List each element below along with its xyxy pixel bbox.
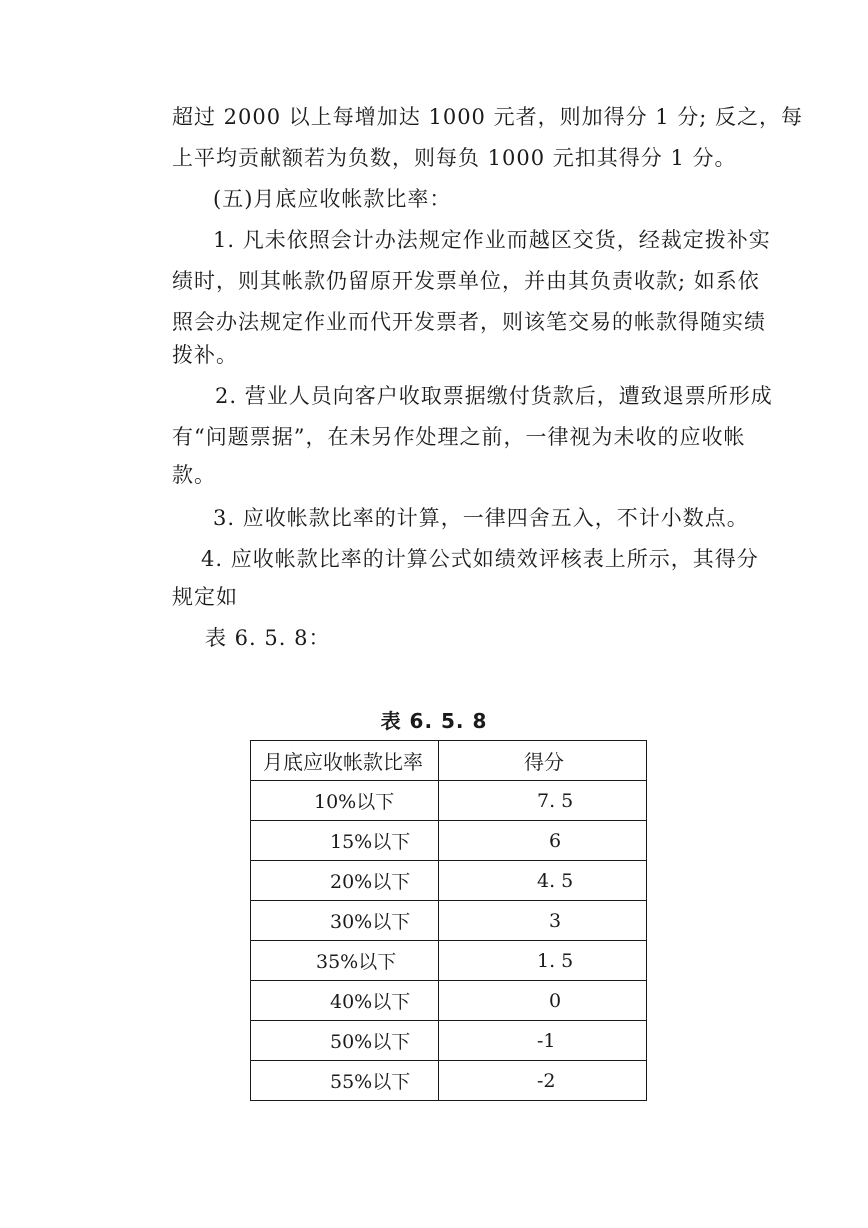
score-value: -2 [537,1069,556,1092]
table-row [251,821,647,861]
paragraph-line: 有“问题票据”，在未另作处理之前，一律视为未收的应收帐 [172,425,746,449]
header-ratio: 月底应收帐款比率 [263,750,423,774]
ratio-cell [251,981,439,1021]
ratio-value: 50%以下 [330,1031,411,1053]
table-header-row [251,741,647,781]
ratio-value: 35%以下 [316,951,397,973]
paragraph-line: 照会办法规定作业而代开发票者，则该笔交易的帐款得随实绩 [172,310,766,334]
score-value: 0 [549,989,562,1012]
ratio-cell [251,861,439,901]
paragraph-line: 绩时，则其帐款仍留原开发票单位，并由其负责收款; 如系依 [172,269,760,293]
score-value: 1. 5 [537,949,574,972]
table-row [251,861,647,901]
score-value: 3 [549,909,562,932]
table-row [251,981,647,1021]
paragraph-line: 4. 应收帐款比率的计算公式如绩效评核表上所示，其得分 [201,547,759,571]
paragraph-line: 1. 凡未依照会计办法规定作业而越区交货，经裁定拨补实 [213,228,771,252]
table-caption: 表 6. 5. 8 [380,709,488,733]
paragraph-line: 拨补。 [172,343,238,367]
paragraph-line: 款。 [172,463,216,487]
ratio-value: 10%以下 [314,791,395,813]
table-row [251,941,647,981]
table-row [251,781,647,821]
table-row [251,1061,647,1101]
score-value: -1 [537,1029,556,1052]
ratio-cell [251,821,439,861]
ratio-value: 30%以下 [330,911,411,933]
ratio-value: 15%以下 [330,831,411,853]
ratio-value: 20%以下 [330,871,411,893]
table-row [251,1021,647,1061]
header-score: 得分 [524,750,564,774]
ratio-value: 55%以下 [330,1071,411,1093]
paragraph-line: 超过 2000 以上每增加达 1000 元者，则加得分 1 分; 反之，每 [172,105,804,129]
header-cell [439,741,647,781]
paragraph-line: 规定如 [172,585,238,609]
table-row [251,901,647,941]
ratio-cell [251,781,439,821]
score-value: 7. 5 [537,789,574,812]
ratio-cell [251,941,439,981]
ratio-value: 40%以下 [330,991,411,1013]
ratio-cell [251,1021,439,1061]
section-heading: (五)月底应收帐款比率： [213,187,452,211]
score-value: 6 [549,829,562,852]
ratio-cell [251,901,439,941]
table-reference: 表 6. 5. 8： [205,626,331,650]
header-cell [251,741,439,781]
paragraph-line: 上平均贡献额若为负数，则每负 1000 元扣其得分 1 分。 [172,146,737,170]
paragraph-line: 2. 营业人员向客户收取票据缴付货款后，遭致退票所形成 [215,384,773,408]
score-table [250,740,647,1101]
paragraph-line: 3. 应收帐款比率的计算，一律四舍五入，不计小数点。 [213,506,749,530]
score-value: 4. 5 [537,869,574,892]
ratio-cell [251,1061,439,1101]
